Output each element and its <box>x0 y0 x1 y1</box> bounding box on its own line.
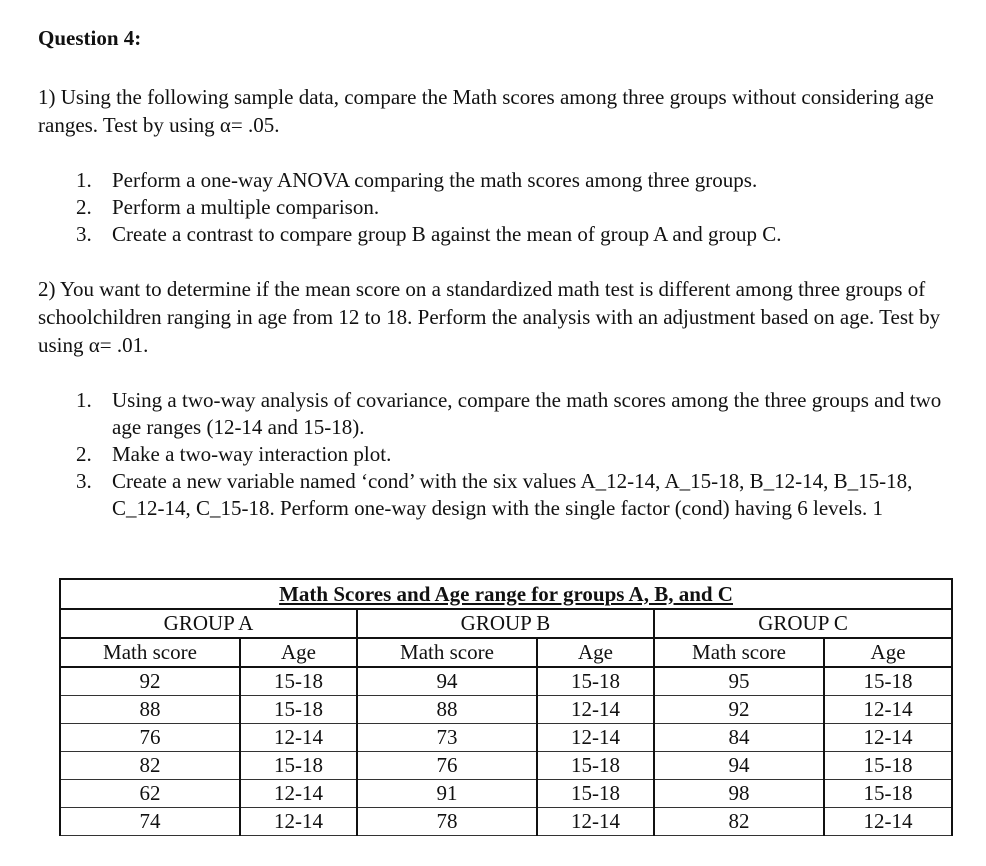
table-cell: 15-18 <box>824 752 952 780</box>
table-cell: 12-14 <box>537 724 654 752</box>
list-item: 2. Make a two-way interaction plot. <box>76 442 392 466</box>
table-cell: 15-18 <box>240 696 357 724</box>
table-cell: 76 <box>60 724 240 752</box>
list-item: 3. Create a new variable named ‘cond’ with the six values A_12-14, A_15-18, B_12-14, B_15-18, C_12-14, C_15-18. Perform one-way design with the single factor (cond) having 6 levels. 1 <box>76 469 913 520</box>
table-cell: 62 <box>60 780 240 808</box>
table-cell: 12-14 <box>240 808 357 836</box>
table-row <box>60 752 952 780</box>
table-cell: 95 <box>654 667 824 696</box>
table-cell: 12-14 <box>240 724 357 752</box>
table-row <box>60 724 952 752</box>
column-header: Age <box>824 638 952 667</box>
table-cell: 84 <box>654 724 824 752</box>
table-cell: 12-14 <box>824 724 952 752</box>
list-item: 3. Create a contrast to compare group B against the mean of group A and group C. <box>76 222 782 246</box>
table-cell: 74 <box>60 808 240 836</box>
table-cell: 98 <box>654 780 824 808</box>
column-header: Math score <box>357 638 537 667</box>
table-cell: 15-18 <box>240 667 357 696</box>
question-heading: Question 4: <box>38 26 142 50</box>
group-a-header: GROUP A <box>60 609 357 638</box>
table-cell: 12-14 <box>824 696 952 724</box>
table-title: Math Scores and Age range for groups A, B, and C <box>60 579 952 609</box>
table-cell: 94 <box>654 752 824 780</box>
table-cell: 92 <box>654 696 824 724</box>
table-cell: 88 <box>357 696 537 724</box>
list-item: 2. Perform a multiple comparison. <box>76 195 380 219</box>
table-cell: 15-18 <box>824 780 952 808</box>
group-b-header: GROUP B <box>357 609 654 638</box>
table-cell: 12-14 <box>824 808 952 836</box>
table-cell: 15-18 <box>824 667 952 696</box>
table-cell: 88 <box>60 696 240 724</box>
part2-paragraph: 2) You want to determine if the mean score on a standardized math test is different among three groups of schoolchildren ranging in age from 12 to 18. Perform the analysis with an adjustment based on age. Test by using α= .01. <box>38 277 941 357</box>
column-header: Math score <box>654 638 824 667</box>
table-cell: 92 <box>60 667 240 696</box>
table-row <box>60 696 952 724</box>
list-item: 1. Using a two-way analysis of covariance, compare the math scores among the three groups and two age ranges (12-14 and 15-18). <box>76 388 942 439</box>
table-cell: 15-18 <box>537 780 654 808</box>
group-c-header: GROUP C <box>654 609 952 638</box>
column-header: Math score <box>60 638 240 667</box>
table-cell: 12-14 <box>240 780 357 808</box>
table-cell: 12-14 <box>537 808 654 836</box>
table-cell: 82 <box>654 808 824 836</box>
part1-task-list <box>76 167 936 248</box>
table-cell: 76 <box>357 752 537 780</box>
table-cell: 94 <box>357 667 537 696</box>
table-row <box>60 780 952 808</box>
table-cell: 78 <box>357 808 537 836</box>
part2-task-list <box>76 387 956 522</box>
column-header: Age <box>240 638 357 667</box>
table-cell: 12-14 <box>537 696 654 724</box>
part1-paragraph: 1) Using the following sample data, compare the Math scores among three groups without considering age ranges. Test by using α= .05. <box>38 85 934 137</box>
list-item: 1. Perform a one-way ANOVA comparing the math scores among three groups. <box>76 168 758 192</box>
table-cell: 91 <box>357 780 537 808</box>
table-cell: 82 <box>60 752 240 780</box>
table-cell: 15-18 <box>537 752 654 780</box>
table-cell: 15-18 <box>537 667 654 696</box>
table-cell: 73 <box>357 724 537 752</box>
scores-table <box>59 578 953 836</box>
table-row <box>60 667 952 696</box>
table-cell: 15-18 <box>240 752 357 780</box>
column-header: Age <box>537 638 654 667</box>
table-row <box>60 808 952 836</box>
